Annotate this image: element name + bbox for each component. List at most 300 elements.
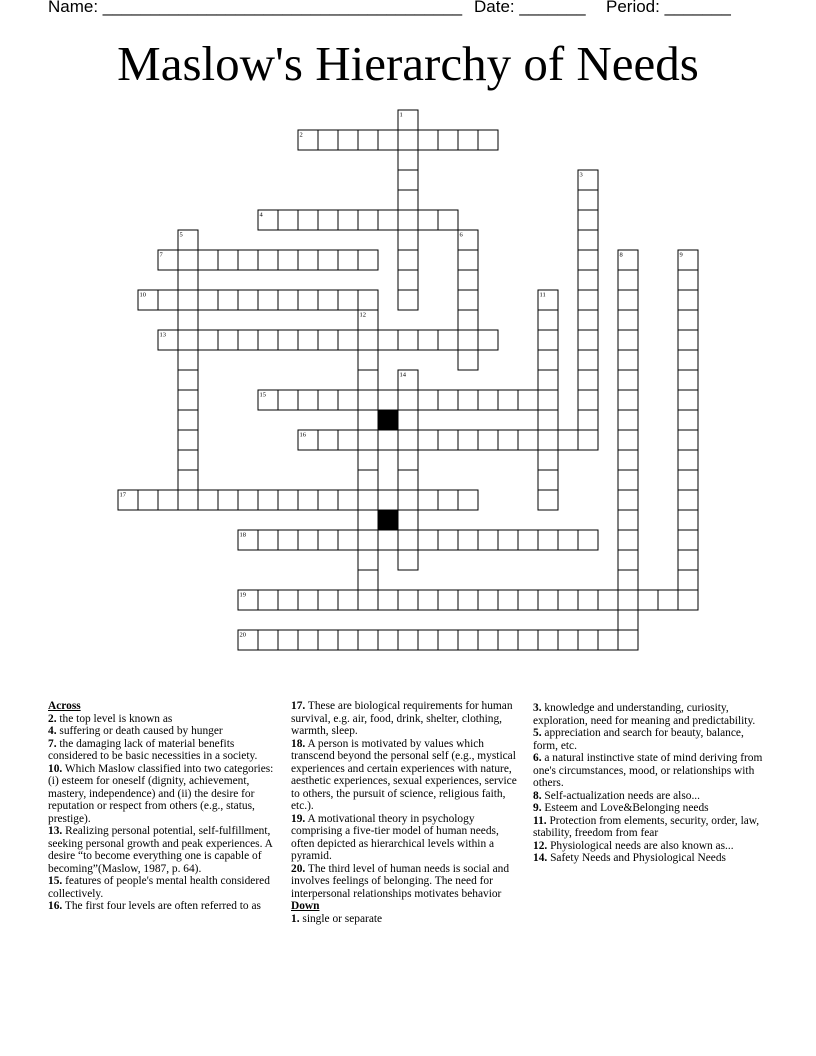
down-clue	[533, 752, 765, 790]
grid-cell[interactable]	[398, 390, 418, 410]
grid-cell[interactable]	[578, 330, 598, 350]
grid-cell[interactable]	[578, 310, 598, 330]
cell-number: 10	[139, 291, 146, 299]
grid-cell[interactable]	[618, 350, 638, 370]
grid-cell[interactable]	[358, 330, 378, 350]
grid-cell[interactable]	[418, 490, 438, 510]
grid-cell[interactable]	[458, 350, 478, 370]
grid-cell[interactable]	[358, 390, 378, 410]
grid-cell[interactable]	[618, 490, 638, 510]
grid-cell[interactable]	[278, 530, 298, 550]
grid-cell[interactable]	[558, 530, 578, 550]
grid-cell[interactable]	[418, 590, 438, 610]
grid-cell[interactable]	[578, 590, 598, 610]
grid-cell[interactable]	[578, 230, 598, 250]
grid-cell[interactable]	[338, 250, 358, 270]
grid-cell[interactable]	[458, 530, 478, 550]
grid-cell[interactable]	[238, 330, 258, 350]
black-square	[378, 510, 398, 530]
grid-cell[interactable]	[158, 290, 178, 310]
grid-cell[interactable]	[618, 310, 638, 330]
grid-cell[interactable]	[398, 270, 418, 290]
grid-cell[interactable]	[458, 330, 478, 350]
down-clue	[533, 852, 765, 865]
grid-cell[interactable]	[618, 330, 638, 350]
cell-number: 5	[179, 231, 183, 239]
grid-cell[interactable]	[478, 390, 498, 410]
grid-cell[interactable]	[478, 130, 498, 150]
grid-cell[interactable]	[398, 510, 418, 530]
grid-cell[interactable]	[618, 430, 638, 450]
grid-cell[interactable]	[678, 370, 698, 390]
grid-cell[interactable]	[278, 390, 298, 410]
grid-cell[interactable]	[678, 310, 698, 330]
name-field[interactable]: Name: ______________________________________	[48, 0, 463, 16]
clue-number: 3.	[533, 702, 542, 714]
grid-cell[interactable]	[358, 250, 378, 270]
down-clue	[291, 913, 525, 926]
clue-text: appreciation and search for beauty, balance, form, etc.	[533, 727, 744, 752]
grid-cell[interactable]	[398, 430, 418, 450]
grid-cell[interactable]	[358, 590, 378, 610]
grid-cell[interactable]	[418, 130, 438, 150]
grid-cell[interactable]	[498, 390, 518, 410]
grid-cell[interactable]	[178, 430, 198, 450]
grid-cell[interactable]	[318, 290, 338, 310]
clue-number: 2.	[48, 712, 57, 725]
grid-cell[interactable]	[618, 390, 638, 410]
grid-cell[interactable]	[138, 490, 158, 510]
grid-cell[interactable]	[578, 290, 598, 310]
grid-cell[interactable]	[578, 430, 598, 450]
date-field[interactable]: Date: _______	[474, 0, 586, 16]
grid-cell[interactable]	[418, 630, 438, 650]
grid-cell[interactable]	[318, 250, 338, 270]
grid-cell[interactable]	[598, 590, 618, 610]
grid-cell[interactable]	[258, 490, 278, 510]
grid-cell[interactable]	[178, 290, 198, 310]
grid-cell[interactable]	[378, 430, 398, 450]
grid-cell[interactable]	[318, 590, 338, 610]
grid-cell[interactable]	[578, 390, 598, 410]
grid-cell[interactable]	[658, 590, 678, 610]
grid-cell[interactable]	[378, 630, 398, 650]
grid-cell[interactable]	[538, 590, 558, 610]
grid-cell[interactable]	[378, 330, 398, 350]
grid-cell[interactable]	[458, 490, 478, 510]
grid-cell[interactable]	[478, 630, 498, 650]
grid-cell[interactable]	[398, 210, 418, 230]
grid-cell[interactable]	[398, 550, 418, 570]
grid-cell[interactable]	[178, 410, 198, 430]
grid-cell[interactable]	[238, 250, 258, 270]
clue-number: 6.	[533, 752, 542, 764]
grid-cell[interactable]	[618, 530, 638, 550]
grid-cell[interactable]	[438, 390, 458, 410]
grid-cell[interactable]	[678, 410, 698, 430]
grid-cell[interactable]	[518, 390, 538, 410]
period-field[interactable]: Period: _______	[606, 0, 731, 16]
grid-cell[interactable]	[358, 210, 378, 230]
grid-cell[interactable]	[618, 290, 638, 310]
grid-cell[interactable]	[178, 330, 198, 350]
grid-cell[interactable]	[398, 330, 418, 350]
grid-cell[interactable]	[438, 130, 458, 150]
grid-cell[interactable]	[258, 530, 278, 550]
grid-cell[interactable]	[278, 210, 298, 230]
across-clue	[291, 813, 525, 863]
clue-text: Which Maslow classified into two categories: (i) esteem for oneself (dignity, achievement, mastery, independence) and (ii) the desire for reputation or respect from others (e.g., status, prestige).	[48, 762, 274, 825]
grid-cell[interactable]	[338, 290, 358, 310]
grid-cell[interactable]	[578, 190, 598, 210]
grid-cell[interactable]	[618, 370, 638, 390]
across-clue	[48, 713, 280, 726]
grid-cell[interactable]	[358, 370, 378, 390]
grid-cell[interactable]	[218, 490, 238, 510]
grid-cell[interactable]	[518, 530, 538, 550]
grid-cell[interactable]	[298, 250, 318, 270]
grid-cell[interactable]	[678, 390, 698, 410]
across-clue	[48, 875, 280, 900]
grid-cell[interactable]	[298, 530, 318, 550]
grid-cell[interactable]	[178, 310, 198, 330]
grid-cell[interactable]	[418, 530, 438, 550]
grid-cell[interactable]	[338, 630, 358, 650]
grid-cell[interactable]	[558, 630, 578, 650]
grid-cell[interactable]	[538, 370, 558, 390]
grid-cell[interactable]	[198, 490, 218, 510]
grid-cell[interactable]	[238, 290, 258, 310]
grid-cell[interactable]	[498, 630, 518, 650]
clue-text: The third level of human needs is social and involves feelings of belonging. The need for interpersonal relationships motivates behavior	[291, 862, 510, 900]
grid-cell[interactable]	[318, 210, 338, 230]
grid-cell[interactable]	[438, 430, 458, 450]
clue-text: features of people's mental health considered collectively.	[48, 875, 270, 900]
grid-cell[interactable]	[218, 250, 238, 270]
clue-number: 5.	[533, 727, 542, 739]
grid-cell[interactable]	[418, 390, 438, 410]
grid-cell[interactable]	[458, 290, 478, 310]
grid-cell[interactable]	[338, 330, 358, 350]
grid-cell[interactable]	[338, 130, 358, 150]
grid-cell[interactable]	[438, 630, 458, 650]
grid-cell[interactable]	[558, 430, 578, 450]
grid-cell[interactable]	[538, 450, 558, 470]
grid-cell[interactable]	[178, 490, 198, 510]
grid-cell[interactable]	[178, 370, 198, 390]
grid-cell[interactable]	[678, 470, 698, 490]
grid-cell[interactable]	[358, 630, 378, 650]
cell-number: 6	[459, 231, 463, 239]
grid-cell[interactable]	[498, 430, 518, 450]
clue-text: Self-actualization needs are also...	[541, 789, 700, 802]
grid-cell[interactable]	[638, 590, 658, 610]
grid-cell[interactable]	[178, 250, 198, 270]
grid-cell[interactable]	[418, 330, 438, 350]
grid-cell[interactable]	[678, 590, 698, 610]
grid-cell[interactable]	[618, 270, 638, 290]
grid-cell[interactable]	[258, 250, 278, 270]
grid-cell[interactable]	[178, 470, 198, 490]
grid-cell[interactable]	[398, 250, 418, 270]
grid-cell[interactable]	[318, 130, 338, 150]
grid-cell[interactable]	[318, 530, 338, 550]
grid-cell[interactable]	[378, 490, 398, 510]
grid-cell[interactable]	[578, 630, 598, 650]
down-clue	[533, 702, 765, 727]
clue-text: the top level is known as	[56, 712, 173, 725]
grid-cell[interactable]	[298, 330, 318, 350]
grid-cell[interactable]	[358, 130, 378, 150]
grid-cell[interactable]	[418, 430, 438, 450]
grid-cell[interactable]	[358, 550, 378, 570]
grid-cell[interactable]	[558, 590, 578, 610]
grid-cell[interactable]	[538, 430, 558, 450]
grid-cell[interactable]	[578, 530, 598, 550]
grid-cell[interactable]	[498, 530, 518, 550]
grid-cell[interactable]	[398, 490, 418, 510]
grid-cell[interactable]	[398, 470, 418, 490]
grid-cell[interactable]	[338, 430, 358, 450]
grid-cell[interactable]	[258, 590, 278, 610]
grid-cell[interactable]	[298, 290, 318, 310]
grid-cell[interactable]	[678, 430, 698, 450]
grid-cell[interactable]	[278, 630, 298, 650]
grid-cell[interactable]	[618, 470, 638, 490]
grid-cell[interactable]	[458, 630, 478, 650]
down-clue	[533, 727, 765, 752]
grid-cell[interactable]	[678, 550, 698, 570]
grid-cell[interactable]	[398, 590, 418, 610]
grid-cell[interactable]	[198, 250, 218, 270]
grid-cell[interactable]	[358, 410, 378, 430]
clue-number: 7.	[48, 737, 57, 750]
clue-text: Safety Needs and Physiological Needs	[547, 852, 726, 864]
grid-cell[interactable]	[618, 510, 638, 530]
grid-cell[interactable]	[678, 510, 698, 530]
across-clue	[48, 725, 280, 738]
grid-cell[interactable]	[358, 530, 378, 550]
grid-cell[interactable]	[298, 630, 318, 650]
black-square	[378, 410, 398, 430]
across-clue	[48, 825, 280, 875]
grid-cell[interactable]	[398, 190, 418, 210]
grid-cell[interactable]	[578, 250, 598, 270]
grid-cell[interactable]	[398, 530, 418, 550]
grid-cell[interactable]	[378, 210, 398, 230]
down-clue	[533, 802, 765, 815]
grid-cell[interactable]	[398, 130, 418, 150]
grid-cell[interactable]	[178, 390, 198, 410]
grid-cell[interactable]	[458, 310, 478, 330]
grid-cell[interactable]	[458, 590, 478, 610]
grid-cell[interactable]	[338, 590, 358, 610]
grid-cell[interactable]	[538, 330, 558, 350]
grid-cell[interactable]	[398, 290, 418, 310]
grid-cell[interactable]	[298, 390, 318, 410]
grid-cell[interactable]	[678, 290, 698, 310]
grid-cell[interactable]	[478, 530, 498, 550]
grid-cell[interactable]	[218, 290, 238, 310]
grid-cell[interactable]	[438, 210, 458, 230]
grid-cell[interactable]	[538, 390, 558, 410]
grid-cell[interactable]	[518, 430, 538, 450]
grid-cell[interactable]	[458, 250, 478, 270]
grid-cell[interactable]	[578, 370, 598, 390]
clue-number: 20.	[291, 862, 306, 875]
grid-cell[interactable]	[238, 490, 258, 510]
cell-number: 3	[579, 171, 583, 179]
grid-cell[interactable]	[518, 630, 538, 650]
grid-cell[interactable]	[338, 490, 358, 510]
cell-number: 17	[119, 491, 126, 499]
clue-text: knowledge and understanding, curiosity, exploration, need for meaning and predictability.	[533, 702, 756, 727]
grid-cell[interactable]	[398, 170, 418, 190]
grid-cell[interactable]	[438, 590, 458, 610]
grid-cell[interactable]	[438, 490, 458, 510]
grid-cell[interactable]	[318, 330, 338, 350]
grid-cell[interactable]	[178, 450, 198, 470]
puzzle-title: Maslow's Hierarchy of Needs	[117, 36, 699, 91]
grid-cell[interactable]	[538, 310, 558, 330]
grid-cell[interactable]	[218, 330, 238, 350]
grid-cell[interactable]	[538, 630, 558, 650]
grid-cell[interactable]	[398, 410, 418, 430]
grid-cell[interactable]	[298, 210, 318, 230]
grid-cell[interactable]	[298, 490, 318, 510]
grid-cell[interactable]	[618, 550, 638, 570]
clue-number: 13.	[48, 825, 63, 837]
grid-cell[interactable]	[178, 270, 198, 290]
grid-cell[interactable]	[618, 630, 638, 650]
grid-cell[interactable]	[618, 570, 638, 590]
grid-cell[interactable]	[358, 470, 378, 490]
grid-cell[interactable]	[478, 430, 498, 450]
clue-text: the damaging lack of material benefits considered to be basic necessities in a society.	[48, 737, 258, 762]
grid-cell[interactable]	[318, 390, 338, 410]
grid-cell[interactable]	[578, 210, 598, 230]
grid-cell[interactable]	[438, 330, 458, 350]
grid-cell[interactable]	[318, 430, 338, 450]
grid-cell[interactable]	[358, 490, 378, 510]
grid-cell[interactable]	[678, 450, 698, 470]
grid-cell[interactable]	[158, 490, 178, 510]
grid-cell[interactable]	[538, 530, 558, 550]
across-clue	[291, 700, 525, 738]
grid-cell[interactable]	[538, 410, 558, 430]
grid-cell[interactable]	[678, 570, 698, 590]
grid-cell[interactable]	[618, 610, 638, 630]
across-clues-column-2	[291, 700, 525, 925]
grid-cell[interactable]	[578, 410, 598, 430]
grid-cell[interactable]	[278, 490, 298, 510]
grid-cell[interactable]	[258, 630, 278, 650]
grid-cell[interactable]	[498, 590, 518, 610]
grid-cell[interactable]	[318, 630, 338, 650]
grid-cell[interactable]	[258, 290, 278, 310]
grid-cell[interactable]	[378, 390, 398, 410]
cell-number: 12	[359, 311, 366, 319]
grid-cell[interactable]	[438, 530, 458, 550]
grid-cell[interactable]	[318, 490, 338, 510]
across-clue	[291, 863, 525, 901]
grid-cell[interactable]	[358, 450, 378, 470]
grid-cell[interactable]	[458, 130, 478, 150]
grid-cell[interactable]	[338, 390, 358, 410]
grid-cell[interactable]	[278, 330, 298, 350]
grid-cell[interactable]	[358, 430, 378, 450]
grid-cell[interactable]	[358, 350, 378, 370]
grid-cell[interactable]	[538, 490, 558, 510]
grid-cell[interactable]	[678, 270, 698, 290]
grid-cell[interactable]	[678, 490, 698, 510]
grid-cell[interactable]	[358, 570, 378, 590]
grid-cell[interactable]	[418, 210, 438, 230]
grid-cell[interactable]	[478, 590, 498, 610]
grid-cell[interactable]	[398, 450, 418, 470]
grid-cell[interactable]	[618, 450, 638, 470]
grid-cell[interactable]	[338, 210, 358, 230]
grid-cell[interactable]	[398, 630, 418, 650]
grid-cell[interactable]	[538, 470, 558, 490]
grid-cell[interactable]	[678, 350, 698, 370]
clue-text: suffering or death caused by hunger	[56, 725, 223, 737]
cell-number: 4	[259, 211, 263, 219]
across-clues-column-1	[48, 700, 280, 913]
grid-cell[interactable]	[358, 510, 378, 530]
grid-cell[interactable]	[278, 590, 298, 610]
grid-cell[interactable]	[478, 330, 498, 350]
clue-text: Realizing personal potential, self-fulfillment, seeking personal growth and peak experiences. A desire “to become everything one is capable of becoming”(Maslow, 1987, p. 64).	[48, 825, 273, 875]
grid-cell[interactable]	[398, 150, 418, 170]
grid-cell[interactable]	[538, 350, 558, 370]
grid-cell[interactable]	[678, 330, 698, 350]
grid-cell[interactable]	[378, 530, 398, 550]
grid-cell[interactable]	[398, 230, 418, 250]
grid-cell[interactable]	[458, 270, 478, 290]
grid-cell[interactable]	[458, 430, 478, 450]
cell-number: 9	[679, 251, 683, 259]
grid-cell[interactable]	[198, 330, 218, 350]
grid-cell[interactable]	[458, 390, 478, 410]
grid-cell[interactable]	[618, 590, 638, 610]
grid-cell[interactable]	[198, 290, 218, 310]
across-clue	[291, 738, 525, 813]
across-clue	[48, 763, 280, 826]
grid-cell[interactable]	[338, 530, 358, 550]
grid-cell[interactable]	[358, 290, 378, 310]
grid-cell[interactable]	[578, 270, 598, 290]
grid-cell[interactable]	[598, 630, 618, 650]
grid-cell[interactable]	[278, 250, 298, 270]
grid-cell[interactable]	[678, 530, 698, 550]
grid-cell[interactable]	[378, 590, 398, 610]
grid-cell[interactable]	[258, 330, 278, 350]
cell-number: 14	[399, 371, 406, 379]
grid-cell[interactable]	[378, 130, 398, 150]
clue-number: 14.	[533, 852, 548, 864]
grid-cell[interactable]	[618, 410, 638, 430]
cell-number: 1	[399, 111, 403, 119]
grid-cell[interactable]	[278, 290, 298, 310]
clue-text: Physiological needs are also known as...	[547, 839, 734, 852]
cell-number: 19	[239, 591, 246, 599]
grid-cell[interactable]	[518, 590, 538, 610]
clue-text: A motivational theory in psychology comprising a five-tier model of human needs, often depicted as hierarchical levels within a pyramid.	[291, 812, 499, 862]
grid-cell[interactable]	[578, 350, 598, 370]
grid-cell[interactable]	[298, 590, 318, 610]
grid-cell[interactable]	[178, 350, 198, 370]
